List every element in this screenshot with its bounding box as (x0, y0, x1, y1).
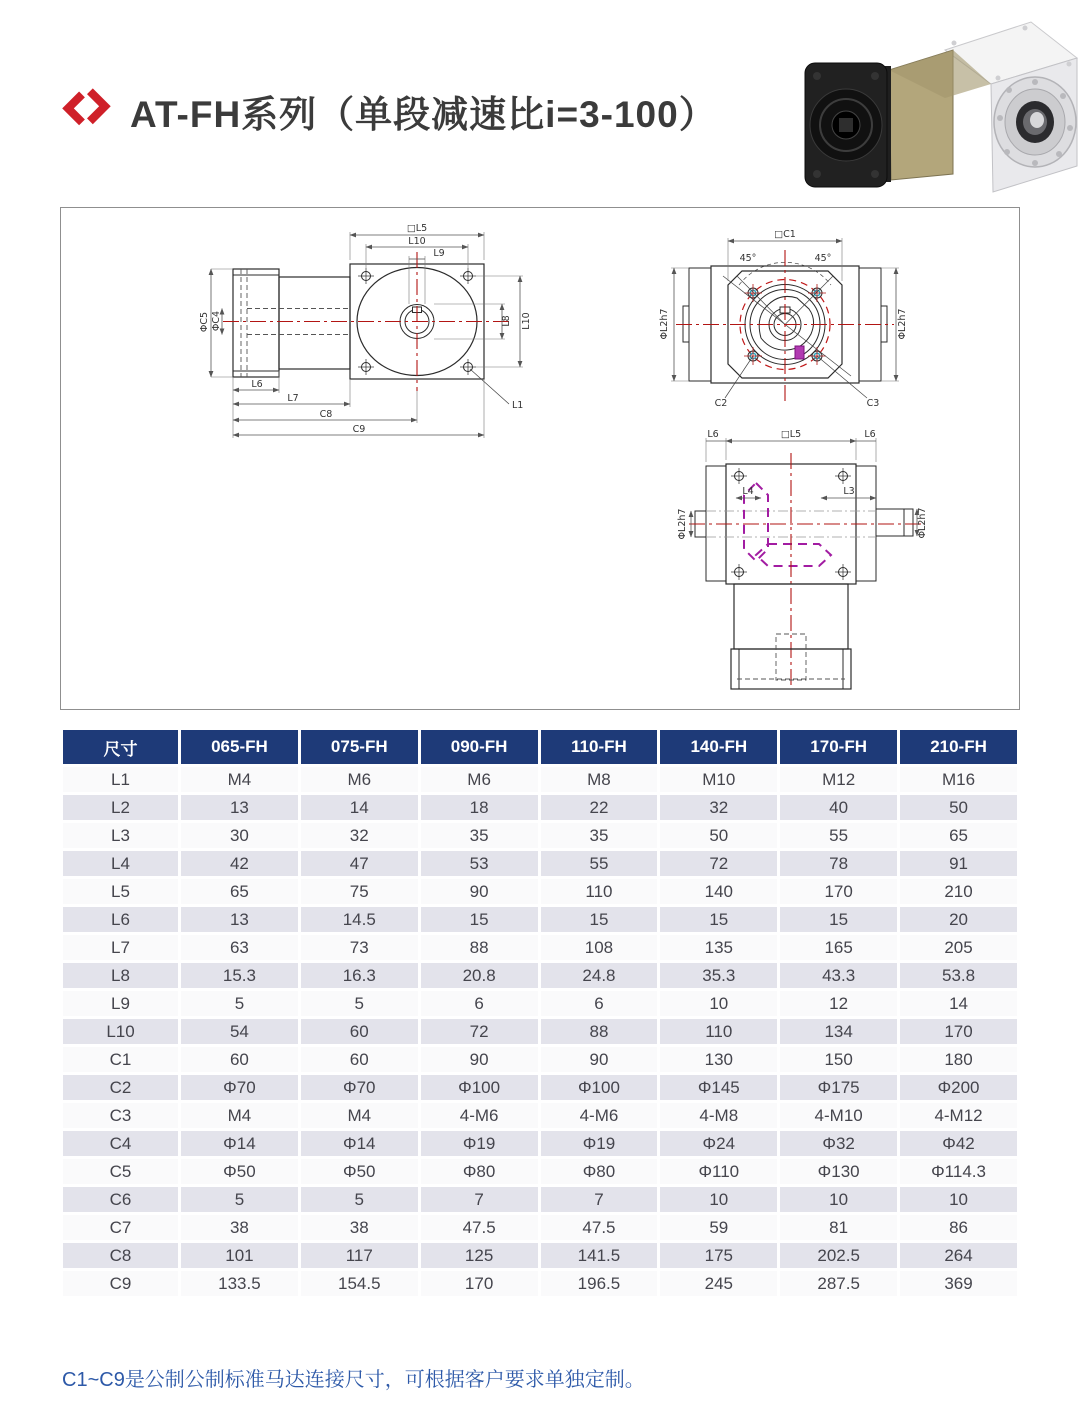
spec-cell: 75 (299, 878, 419, 906)
model-column-header: 075-FH (299, 729, 419, 766)
svg-text:L3: L3 (843, 486, 855, 497)
spec-cell: Φ50 (180, 1158, 300, 1186)
spec-cell: 108 (539, 934, 659, 962)
row-label: C1 (62, 1046, 180, 1074)
svg-text:L4: L4 (742, 486, 754, 497)
svg-text:L6: L6 (864, 429, 876, 440)
spec-cell: 38 (180, 1214, 300, 1242)
spec-cell: 24.8 (539, 962, 659, 990)
spec-cell: 47.5 (539, 1214, 659, 1242)
svg-text:□L5: □L5 (780, 429, 802, 440)
svg-text:C2: C2 (714, 398, 728, 409)
spec-cell: 73 (299, 934, 419, 962)
spec-cell: Φ200 (899, 1074, 1019, 1102)
spec-cell: 88 (539, 1018, 659, 1046)
side-view-drawing (199, 223, 532, 438)
front-view-drawing (659, 229, 908, 409)
spec-cell: 4-M6 (419, 1102, 539, 1130)
spec-cell: 18 (419, 794, 539, 822)
table-row (62, 990, 1019, 1018)
spec-cell: 10 (899, 1186, 1019, 1214)
row-label: L1 (62, 766, 180, 794)
row-label: L10 (62, 1018, 180, 1046)
spec-cell: 55 (779, 822, 899, 850)
spec-cell: 135 (659, 934, 779, 962)
footnote: C1~C9是公制公制标准马达连接尺寸，可根据客户要求单独定制。 (62, 1369, 645, 1391)
spec-cell: 72 (659, 850, 779, 878)
svg-text:L6: L6 (251, 379, 263, 390)
spec-cell: 14.5 (299, 906, 419, 934)
spec-cell: 14 (299, 794, 419, 822)
spec-cell: 5 (180, 990, 300, 1018)
svg-text:□L5: □L5 (406, 223, 428, 234)
spec-cell: 15 (419, 906, 539, 934)
spec-cell: Φ70 (180, 1074, 300, 1102)
spec-cell: 22 (539, 794, 659, 822)
technical-drawing-panel (60, 207, 1020, 710)
spec-cell: 202.5 (779, 1242, 899, 1270)
row-label: L8 (62, 962, 180, 990)
spec-cell: 264 (899, 1242, 1019, 1270)
spec-cell: Φ14 (299, 1130, 419, 1158)
table-row (62, 1074, 1019, 1102)
table-row (62, 1158, 1019, 1186)
spec-cell: Φ80 (539, 1158, 659, 1186)
spec-cell: 47 (299, 850, 419, 878)
spec-cell: M12 (779, 766, 899, 794)
spec-cell: Φ110 (659, 1158, 779, 1186)
row-label: L9 (62, 990, 180, 1018)
table-row (62, 1018, 1019, 1046)
spec-cell: 154.5 (299, 1270, 419, 1298)
spec-cell: Φ145 (659, 1074, 779, 1102)
row-label: C7 (62, 1214, 180, 1242)
row-label: C2 (62, 1074, 180, 1102)
spec-cell: 60 (180, 1046, 300, 1074)
row-label: C9 (62, 1270, 180, 1298)
row-label: L5 (62, 878, 180, 906)
spec-cell: 90 (419, 878, 539, 906)
table-row (62, 794, 1019, 822)
spec-cell: 42 (180, 850, 300, 878)
spec-cell: 38 (299, 1214, 419, 1242)
svg-text:ΦC4: ΦC4 (211, 310, 222, 332)
spec-cell: 35 (419, 822, 539, 850)
svg-text:L10: L10 (521, 312, 532, 330)
row-label: C4 (62, 1130, 180, 1158)
spec-cell: 175 (659, 1242, 779, 1270)
spec-cell: 141.5 (539, 1242, 659, 1270)
spec-cell: 6 (419, 990, 539, 1018)
spec-cell: Φ100 (539, 1074, 659, 1102)
row-label: C8 (62, 1242, 180, 1270)
spec-cell: 245 (659, 1270, 779, 1298)
spec-cell: 53.8 (899, 962, 1019, 990)
spec-cell: 150 (779, 1046, 899, 1074)
row-label: L2 (62, 794, 180, 822)
spec-cell: Φ42 (899, 1130, 1019, 1158)
spec-cell: M4 (299, 1102, 419, 1130)
page-title: AT-FH系列（单段减速比i=3-100） (130, 94, 717, 135)
spec-cell: Φ130 (779, 1158, 899, 1186)
spec-cell: 47.5 (419, 1214, 539, 1242)
model-column-header: 140-FH (659, 729, 779, 766)
table-header-row (62, 729, 1019, 766)
table-row (62, 850, 1019, 878)
svg-text:L10: L10 (408, 236, 426, 247)
row-label: L6 (62, 906, 180, 934)
spec-cell: 287.5 (779, 1270, 899, 1298)
model-column-header: 065-FH (180, 729, 300, 766)
spec-cell: M4 (180, 1102, 300, 1130)
svg-text:L7: L7 (287, 393, 299, 404)
svg-text:L8: L8 (501, 315, 512, 327)
svg-text:ΦL2h7: ΦL2h7 (659, 308, 670, 340)
spec-cell: 40 (779, 794, 899, 822)
spec-cell: 4-M8 (659, 1102, 779, 1130)
table-row (62, 1270, 1019, 1298)
spec-cell: 210 (899, 878, 1019, 906)
spec-cell: 4-M6 (539, 1102, 659, 1130)
spec-cell: 50 (659, 822, 779, 850)
spec-cell: M16 (899, 766, 1019, 794)
spec-cell: 196.5 (539, 1270, 659, 1298)
svg-text:C9: C9 (352, 424, 366, 435)
spec-cell: 110 (659, 1018, 779, 1046)
spec-cell: 5 (180, 1186, 300, 1214)
spec-cell: 43.3 (779, 962, 899, 990)
spec-table (60, 727, 1020, 1299)
spec-cell: 59 (659, 1214, 779, 1242)
row-label: L7 (62, 934, 180, 962)
table-row (62, 906, 1019, 934)
svg-text:C8: C8 (319, 409, 333, 420)
spec-cell: M4 (180, 766, 300, 794)
spec-cell: Φ80 (419, 1158, 539, 1186)
model-column-header: 110-FH (539, 729, 659, 766)
table-row (62, 1130, 1019, 1158)
spec-cell: 32 (659, 794, 779, 822)
spec-cell: 125 (419, 1242, 539, 1270)
svg-text:ΦL2h7: ΦL2h7 (917, 507, 928, 539)
spec-cell: 170 (419, 1270, 539, 1298)
table-row (62, 1242, 1019, 1270)
spec-cell: 134 (779, 1018, 899, 1046)
table-row (62, 878, 1019, 906)
spec-cell: 130 (659, 1046, 779, 1074)
spec-cell: 65 (899, 822, 1019, 850)
double-diamond-icon (58, 84, 116, 136)
spec-cell: 205 (899, 934, 1019, 962)
dimension-column-header: 尺寸 (62, 729, 180, 766)
spec-cell: 4-M12 (899, 1102, 1019, 1130)
spec-cell: M8 (539, 766, 659, 794)
top-view-drawing (677, 429, 928, 689)
svg-text:45°: 45° (814, 253, 832, 264)
table-row (62, 822, 1019, 850)
spec-cell: 7 (539, 1186, 659, 1214)
row-label: L4 (62, 850, 180, 878)
spec-cell: M10 (659, 766, 779, 794)
svg-text:45°: 45° (739, 253, 757, 264)
spec-cell: 30 (180, 822, 300, 850)
table-row (62, 934, 1019, 962)
spec-cell: 14 (899, 990, 1019, 1018)
spec-cell: 35.3 (659, 962, 779, 990)
spec-cell: 63 (180, 934, 300, 962)
spec-cell: Φ24 (659, 1130, 779, 1158)
spec-cell: 101 (180, 1242, 300, 1270)
model-column-header: 090-FH (419, 729, 539, 766)
spec-cell: 165 (779, 934, 899, 962)
spec-cell: 15 (659, 906, 779, 934)
spec-cell: 140 (659, 878, 779, 906)
spec-cell: Φ100 (419, 1074, 539, 1102)
row-label: C6 (62, 1186, 180, 1214)
spec-cell: Φ175 (779, 1074, 899, 1102)
svg-text:□C1: □C1 (774, 229, 796, 240)
spec-cell: 15.3 (180, 962, 300, 990)
row-label: L3 (62, 822, 180, 850)
spec-cell: 10 (659, 1186, 779, 1214)
spec-cell: 110 (539, 878, 659, 906)
table-row (62, 962, 1019, 990)
spec-cell: 55 (539, 850, 659, 878)
spec-cell: 10 (659, 990, 779, 1018)
spec-cell: 53 (419, 850, 539, 878)
spec-cell: 133.5 (180, 1270, 300, 1298)
spec-cell: M6 (299, 766, 419, 794)
table-row (62, 1214, 1019, 1242)
spec-cell: 81 (779, 1214, 899, 1242)
spec-cell: M6 (419, 766, 539, 794)
spec-cell: Φ19 (419, 1130, 539, 1158)
spec-cell: 4-M10 (779, 1102, 899, 1130)
spec-cell: 65 (180, 878, 300, 906)
spec-cell: 170 (779, 878, 899, 906)
spec-cell: Φ114.3 (899, 1158, 1019, 1186)
spec-cell: 10 (779, 1186, 899, 1214)
spec-cell: 50 (899, 794, 1019, 822)
spec-cell: 117 (299, 1242, 419, 1270)
svg-text:L9: L9 (433, 248, 445, 259)
spec-cell: 15 (779, 906, 899, 934)
product-photo (793, 8, 1080, 198)
spec-cell: 369 (899, 1270, 1019, 1298)
svg-text:C3: C3 (866, 398, 880, 409)
spec-cell: 6 (539, 990, 659, 1018)
spec-cell: 60 (299, 1018, 419, 1046)
spec-cell: 72 (419, 1018, 539, 1046)
spec-cell: 7 (419, 1186, 539, 1214)
spec-cell: 91 (899, 850, 1019, 878)
spec-cell: Φ32 (779, 1130, 899, 1158)
spec-cell: Φ14 (180, 1130, 300, 1158)
svg-text:ΦL2h7: ΦL2h7 (897, 308, 908, 340)
spec-cell: 180 (899, 1046, 1019, 1074)
table-row (62, 1046, 1019, 1074)
table-row (62, 1102, 1019, 1130)
table-row (62, 1186, 1019, 1214)
spec-cell: 54 (180, 1018, 300, 1046)
spec-cell: Φ19 (539, 1130, 659, 1158)
svg-text:ΦL2h7: ΦL2h7 (677, 508, 688, 540)
row-label: C3 (62, 1102, 180, 1130)
row-label: C5 (62, 1158, 180, 1186)
spec-cell: 78 (779, 850, 899, 878)
spec-cell: Φ70 (299, 1074, 419, 1102)
spec-cell: 90 (539, 1046, 659, 1074)
spec-cell: 90 (419, 1046, 539, 1074)
spec-cell: 5 (299, 1186, 419, 1214)
model-column-header: 170-FH (779, 729, 899, 766)
spec-cell: 170 (899, 1018, 1019, 1046)
svg-text:L1: L1 (512, 400, 524, 411)
spec-cell: 20.8 (419, 962, 539, 990)
spec-cell: 88 (419, 934, 539, 962)
spec-cell: 60 (299, 1046, 419, 1074)
svg-text:ΦC5: ΦC5 (199, 311, 210, 333)
spec-cell: 16.3 (299, 962, 419, 990)
spec-table-wrap (60, 727, 1020, 1299)
spec-cell: 13 (180, 794, 300, 822)
model-column-header: 210-FH (899, 729, 1019, 766)
spec-cell: 13 (180, 906, 300, 934)
table-row (62, 766, 1019, 794)
spec-cell: 35 (539, 822, 659, 850)
spec-cell: 20 (899, 906, 1019, 934)
spec-cell: 15 (539, 906, 659, 934)
spec-cell: 32 (299, 822, 419, 850)
spec-cell: Φ50 (299, 1158, 419, 1186)
svg-text:L6: L6 (707, 429, 719, 440)
spec-cell: 12 (779, 990, 899, 1018)
spec-cell: 5 (299, 990, 419, 1018)
spec-cell: 86 (899, 1214, 1019, 1242)
